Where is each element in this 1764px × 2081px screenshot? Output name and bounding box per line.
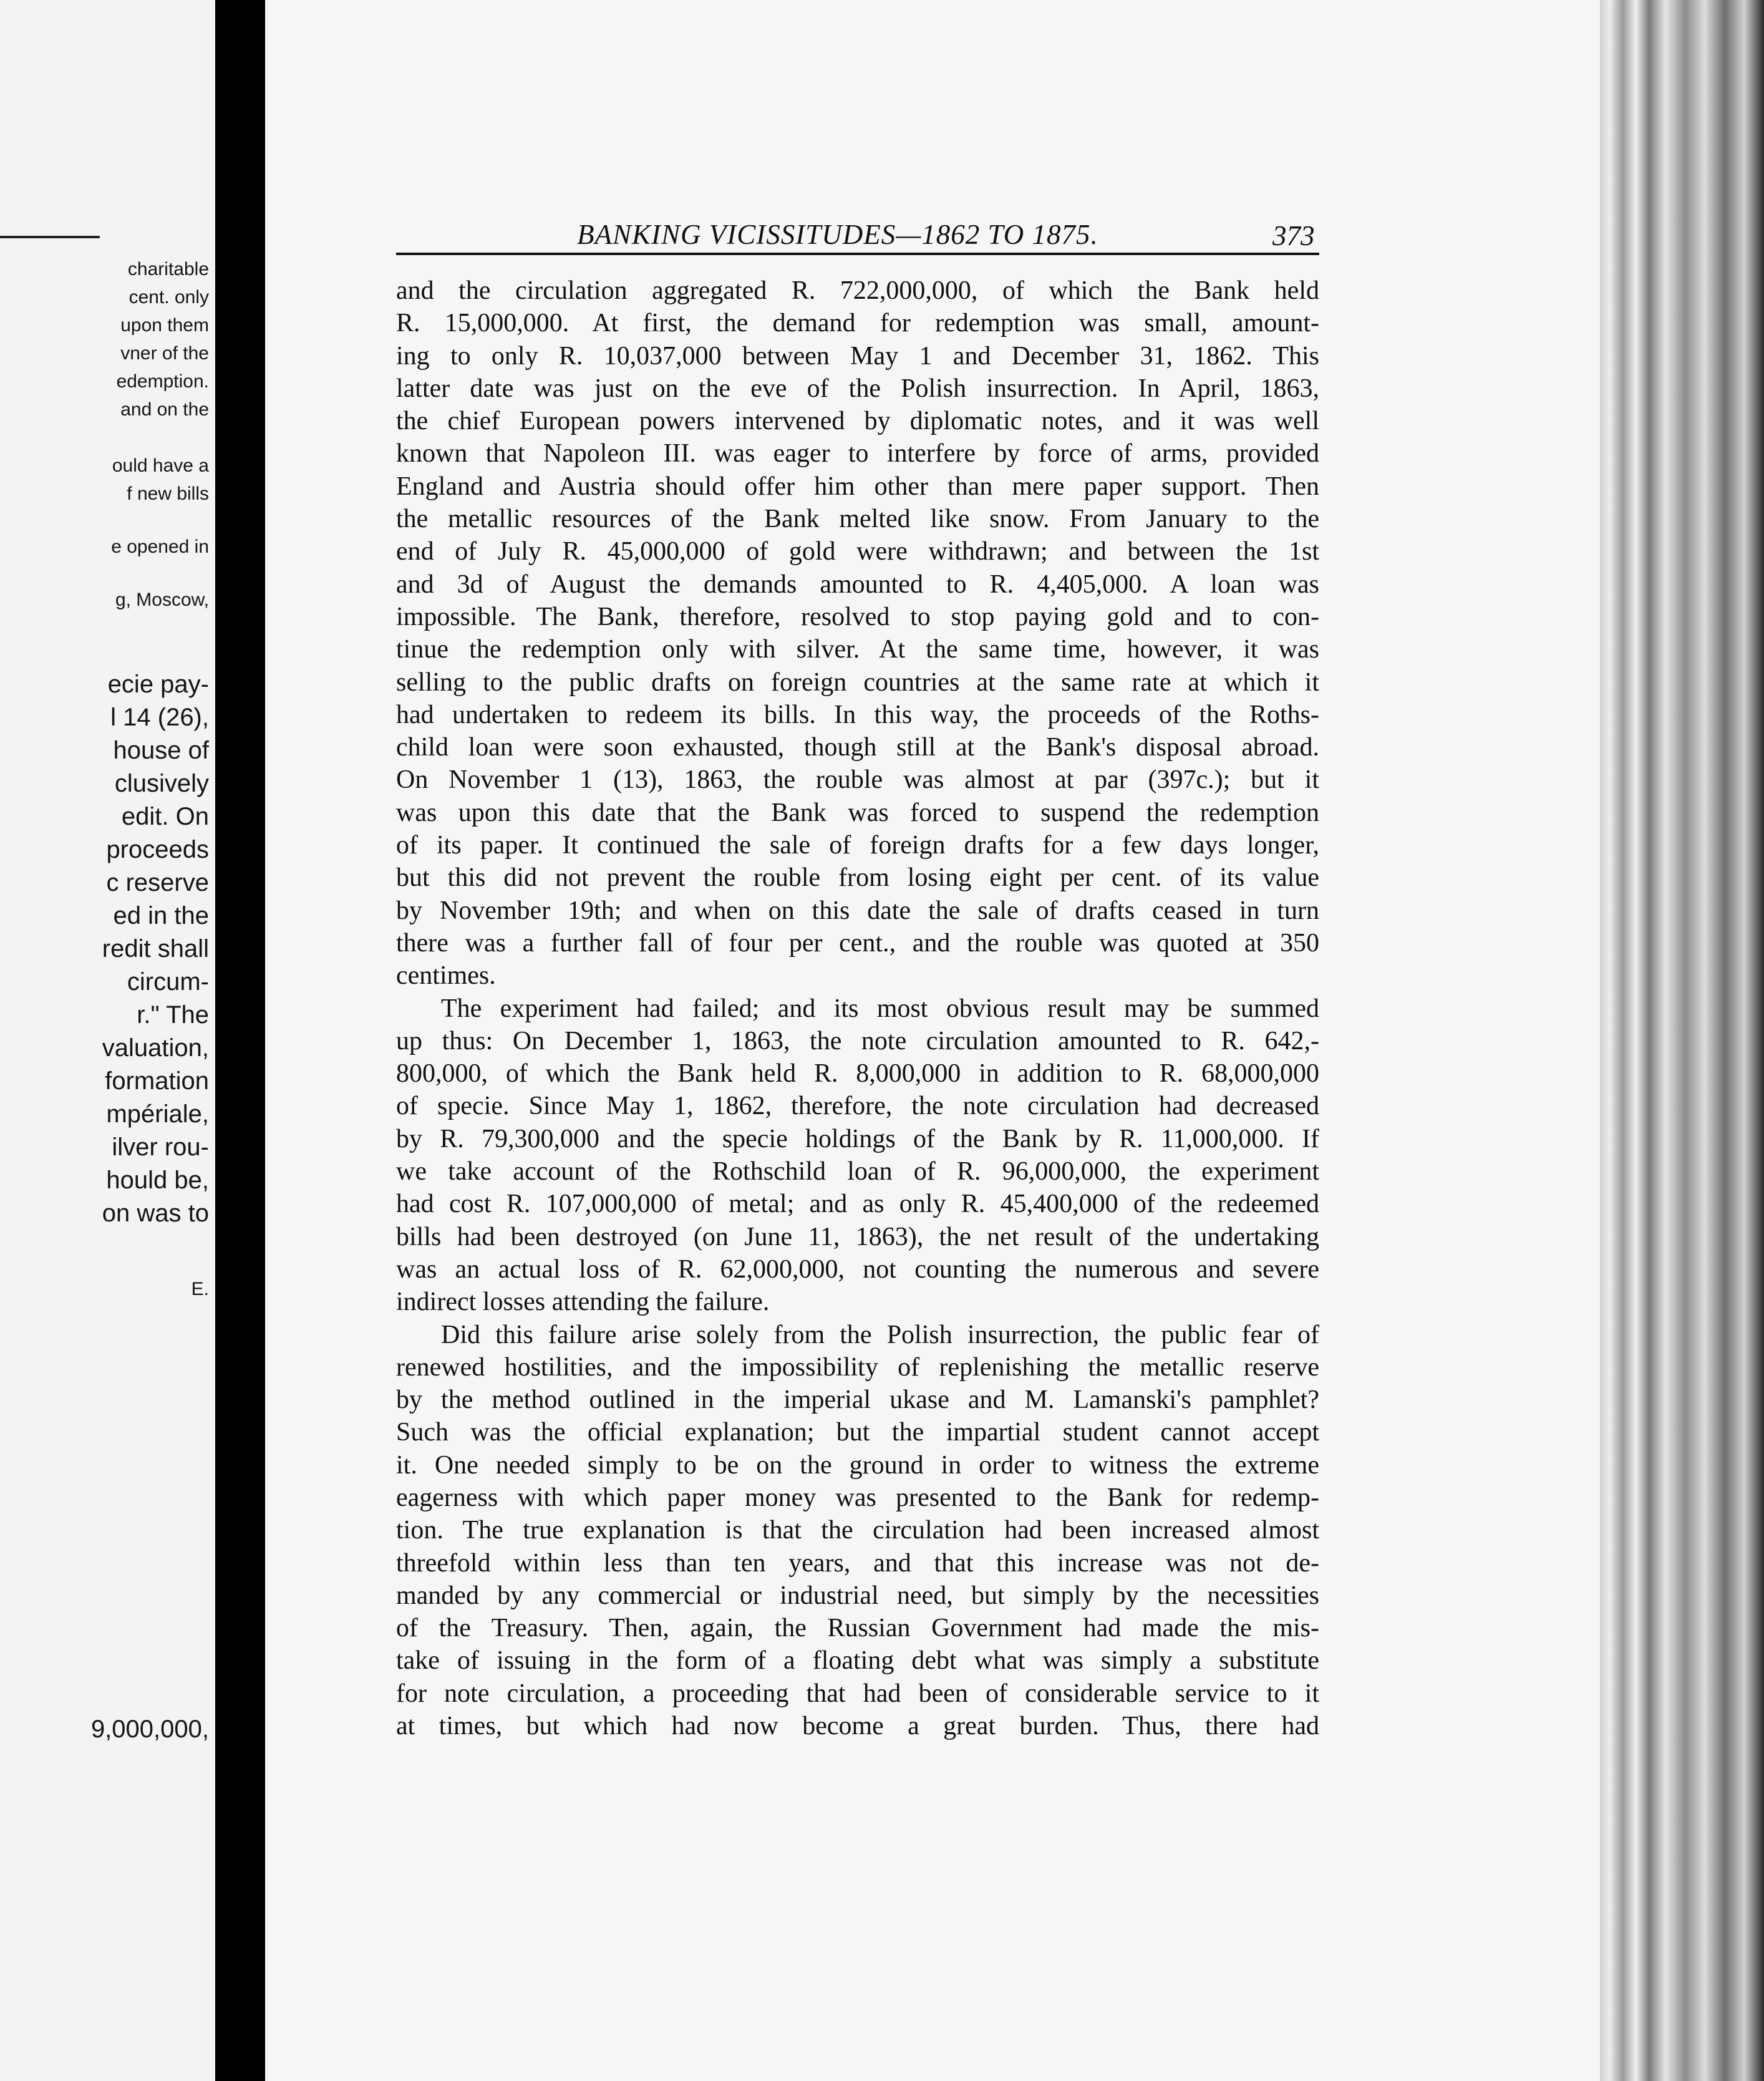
left-page-line: clusively bbox=[114, 770, 209, 797]
left-page-line: vner of the bbox=[120, 343, 209, 364]
left-page-line: edemption. bbox=[116, 371, 209, 392]
text-line: threefold within less than ten years, and that this increase was not de- bbox=[396, 1548, 1319, 1578]
left-page-line: l 14 (26), bbox=[110, 704, 209, 731]
text-line: Did this failure arise solely from the Polish insurrection, the public fear of bbox=[441, 1320, 1319, 1349]
text-line: and the circulation aggregated R. 722,000,000, of which the Bank held bbox=[396, 276, 1319, 305]
left-page-line: redit shall bbox=[102, 935, 209, 963]
text-line: eagerness with which paper money was presented to the Bank for redemp- bbox=[396, 1483, 1319, 1512]
text-line: but this did not prevent the rouble from losing eight per cent. of its value bbox=[396, 863, 1319, 893]
left-page-line: f new bills bbox=[127, 483, 209, 504]
left-page-line: e opened in bbox=[111, 536, 209, 557]
text-line: child loan were soon exhausted, though still at the Bank's disposal abroad. bbox=[396, 733, 1319, 762]
text-line: impossible. The Bank, therefore, resolved to stop paying gold and to con- bbox=[396, 602, 1319, 631]
text-line: up thus: On December 1, 1863, the note circulation amounted to R. 642,- bbox=[396, 1026, 1319, 1055]
left-page-line: ould have a bbox=[112, 455, 209, 476]
text-line: On November 1 (13), 1863, the rouble was almost at par (397c.); but it bbox=[396, 765, 1319, 795]
left-page-line: circum- bbox=[127, 968, 209, 996]
text-line: renewed hostilities, and the impossibility of replenishing the metallic reserve bbox=[396, 1352, 1319, 1382]
left-page-line: c reserve bbox=[106, 869, 209, 896]
text-line: was upon this date that the Bank was forced to suspend the redemption bbox=[396, 798, 1319, 827]
left-page-line: house of bbox=[113, 737, 209, 764]
left-page-line: cent. only bbox=[128, 287, 209, 308]
left-page-line: on was to bbox=[102, 1200, 209, 1227]
left-page-line: 9,000,000, bbox=[90, 1715, 209, 1743]
left-page-line: r." The bbox=[137, 1001, 209, 1029]
running-head: BANKING VICISSITUDES—1862 TO 1875. bbox=[577, 219, 1098, 250]
text-line: and 3d of August the demands amounted to R. 4,405,000. A loan was bbox=[396, 570, 1319, 599]
text-line: of specie. Since May 1, 1862, therefore, the note circulation had decreased bbox=[396, 1092, 1319, 1121]
left-page-fragment bbox=[0, 0, 215, 2081]
text-line: it. One needed simply to be on the ground in order to witness the extreme bbox=[396, 1450, 1319, 1480]
text-line: by R. 79,300,000 and the specie holdings of the Bank by R. 11,000,000. If bbox=[396, 1124, 1319, 1153]
left-page-line: ilver rou- bbox=[112, 1133, 209, 1161]
left-page-line: formation bbox=[105, 1067, 209, 1095]
text-line: there was a further fall of four per cent., and the rouble was quoted at 350 bbox=[396, 928, 1319, 958]
text-line: latter date was just on the eve of the Polish insurrection. In April, 1863, bbox=[396, 374, 1319, 403]
left-page-line: g, Moscow, bbox=[115, 589, 209, 610]
left-page-line: hould be, bbox=[106, 1167, 209, 1194]
left-page-line: E. bbox=[191, 1279, 209, 1299]
text-line: end of July R. 45,000,000 of gold were withdrawn; and between the 1st bbox=[396, 537, 1319, 566]
text-line: the metallic resources of the Bank melted like snow. From January to the bbox=[396, 505, 1319, 534]
page-gutter bbox=[215, 0, 265, 2081]
left-page-line: proceeds bbox=[106, 836, 209, 863]
header-rule bbox=[396, 253, 1319, 255]
text-line: selling to the public drafts on foreign countries at the same rate at which it bbox=[396, 667, 1319, 697]
text-line: had cost R. 107,000,000 of metal; and as only R. 45,400,000 of the redeemed bbox=[396, 1190, 1319, 1219]
text-line: tion. The true explanation is that the circulation had been increased almost bbox=[396, 1516, 1319, 1545]
text-line: Such was the official explanation; but the impartial student cannot accept bbox=[396, 1418, 1319, 1447]
text-line: take of issuing in the form of a floating debt what was simply a substitute bbox=[396, 1646, 1319, 1676]
text-line: 800,000, of which the Bank held R. 8,000,000 in addition to R. 68,000,000 bbox=[396, 1059, 1319, 1089]
book-page-edges bbox=[1600, 0, 1764, 2081]
text-line: was an actual loss of R. 62,000,000, not counting the numerous and severe bbox=[396, 1254, 1319, 1284]
left-page-line: upon them bbox=[120, 315, 209, 336]
left-page-text bbox=[0, 0, 209, 2081]
text-line: had undertaken to redeem its bills. In this way, the proceeds of the Roths- bbox=[396, 700, 1319, 729]
text-line: centimes. bbox=[396, 961, 496, 991]
text-line: of its paper. It continued the sale of foreign drafts for a few days longer, bbox=[396, 831, 1319, 860]
text-line: for note circulation, a proceeding that had been of considerable service to it bbox=[396, 1679, 1319, 1708]
text-line: R. 15,000,000. At first, the demand for redemption was small, amount- bbox=[396, 309, 1319, 338]
text-line: ing to only R. 10,037,000 between May 1 and December 31, 1862. This bbox=[396, 341, 1319, 371]
page-number: 373 bbox=[1272, 220, 1315, 251]
text-line: of the Treasury. Then, again, the Russian Government had made the mis- bbox=[396, 1614, 1319, 1643]
text-line: tinue the redemption only with silver. At the same time, however, it was bbox=[396, 635, 1319, 664]
text-line: we take account of the Rothschild loan of R. 96,000,000, the experiment bbox=[396, 1157, 1319, 1186]
text-line: by November 19th; and when on this date the sale of drafts ceased in turn bbox=[396, 896, 1319, 925]
left-page-line: charitable bbox=[127, 259, 209, 279]
left-page-line: valuation, bbox=[102, 1034, 209, 1062]
text-line: England and Austria should offer him other than mere paper support. Then bbox=[396, 472, 1319, 501]
text-line: indirect losses attending the failure. bbox=[396, 1288, 770, 1317]
left-page-line: and on the bbox=[120, 399, 209, 420]
text-line: by the method outlined in the imperial ukase and M. Lamanski's pamphlet? bbox=[396, 1385, 1319, 1415]
text-line: the chief European powers intervened by diplomatic notes, and it was well bbox=[396, 407, 1319, 436]
left-page-line: mpériale, bbox=[106, 1100, 209, 1128]
body-text bbox=[396, 274, 1319, 1742]
text-line: The experiment had failed; and its most obvious result may be summed bbox=[441, 994, 1319, 1023]
left-page-line: ed in the bbox=[113, 902, 209, 929]
left-page-line: ecie pay- bbox=[107, 671, 209, 698]
text-line: bills had been destroyed (on June 11, 1863), the net result of the undertaking bbox=[396, 1222, 1319, 1251]
left-page-line: edit. On bbox=[121, 803, 209, 830]
text-line: manded by any commercial or industrial need, but simply by the necessities bbox=[396, 1581, 1319, 1610]
text-line: at times, but which had now become a great burden. Thus, there had bbox=[396, 1712, 1319, 1741]
text-line: known that Napoleon III. was eager to interfere by force of arms, provided bbox=[396, 439, 1319, 468]
